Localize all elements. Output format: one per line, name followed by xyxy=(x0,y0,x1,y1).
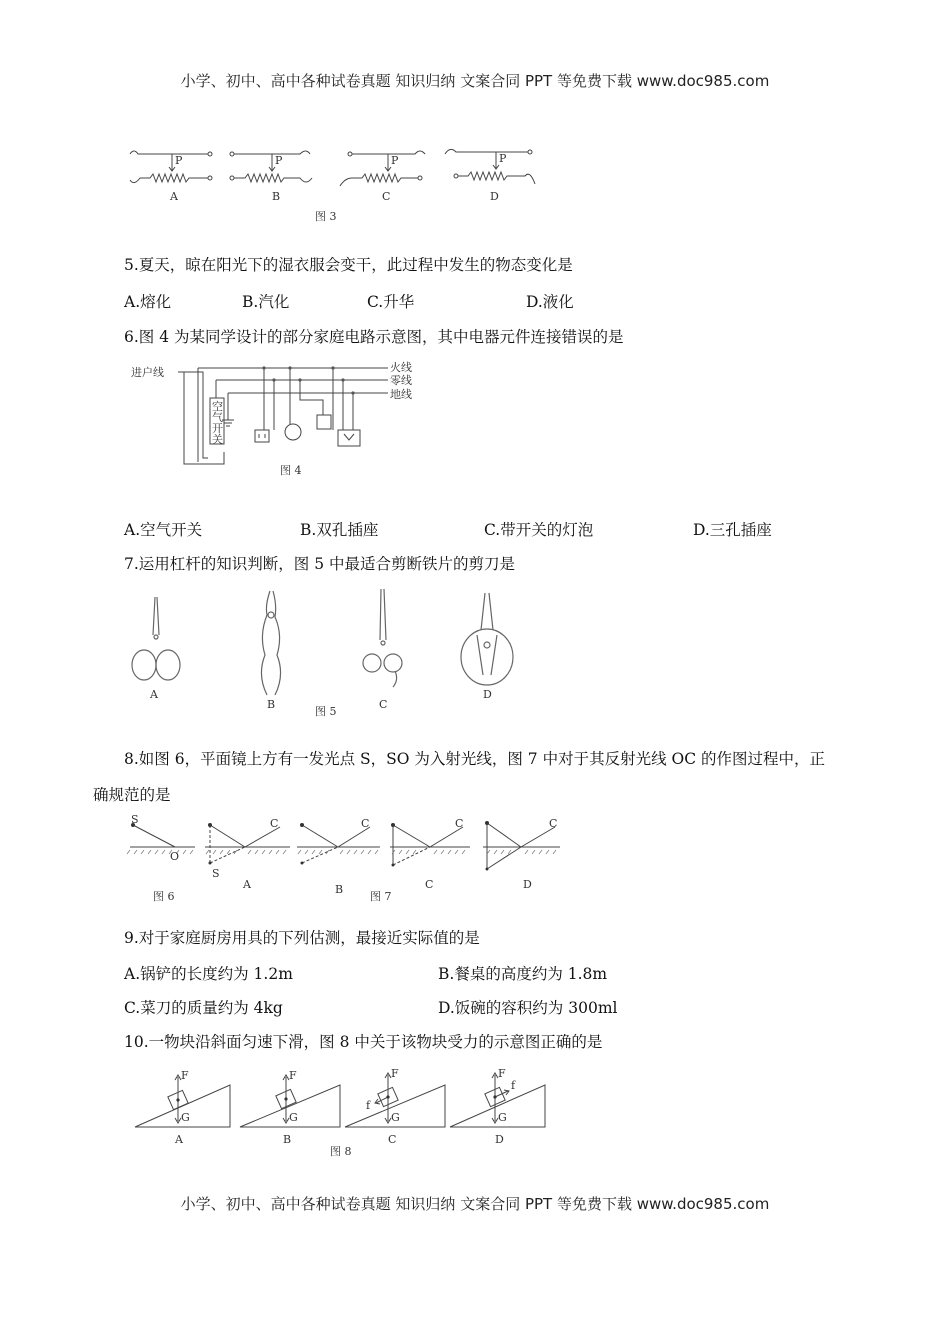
fig4-neutral-label: 零线 xyxy=(390,374,412,387)
fig8c-friction-label: f xyxy=(366,1099,371,1112)
fig5-scissors-a xyxy=(132,597,180,680)
fig7d-c-label: C xyxy=(549,817,558,830)
q9-option-c: C.菜刀的质量约为 4kg xyxy=(124,999,283,1017)
fig7-label-c: C xyxy=(425,878,434,891)
fig4-ground-label: 地线 xyxy=(390,388,412,401)
q6-option-a: A.空气开关 xyxy=(124,521,203,539)
fig8-label-d: D xyxy=(495,1133,504,1146)
fig6-caption: 图 6 xyxy=(153,890,175,903)
figure-8 xyxy=(130,1065,550,1160)
fig8-label-a: A xyxy=(175,1133,183,1146)
q9-stem: 9.对于家庭厨房用具的下列估测，最接近实际值的是 xyxy=(124,929,480,947)
q9-option-d: D.饭碗的容积约为 300ml xyxy=(438,999,618,1017)
fig8-label-c: C xyxy=(388,1133,397,1146)
figure-5 xyxy=(125,585,545,720)
q6-option-c: C.带开关的灯泡 xyxy=(484,521,594,539)
fig3-pointer-a: P xyxy=(175,154,183,167)
fig5-label-b: B xyxy=(267,698,276,711)
fig8d-friction-label: f xyxy=(511,1079,516,1092)
fig4-live-label: 火线 xyxy=(390,361,412,374)
fig6-o-label: O xyxy=(170,850,180,863)
q6-option-b: B.双孔插座 xyxy=(300,521,379,539)
page-footer: 小学、初中、高中各种试卷真题 知识归纳 文案合同 PPT 等免费下载 www.doc985.com xyxy=(180,1195,770,1213)
fig8c-g-label: G xyxy=(391,1111,400,1124)
fig5-label-c: C xyxy=(379,698,388,711)
q5-option-b: B.汽化 xyxy=(242,293,290,311)
fig5-scissors-c xyxy=(363,589,402,687)
q9-option-a: A.锅铲的长度约为 1.2m xyxy=(124,965,293,983)
fig5-scissors-d xyxy=(461,593,513,685)
fig3-caption: 图 3 xyxy=(315,210,337,223)
fig3-pointer-c: P xyxy=(391,154,399,167)
fig4-switch-char-2: 气 xyxy=(212,411,223,424)
fig5-caption: 图 5 xyxy=(315,705,337,718)
fig7c-c-label: C xyxy=(455,817,464,830)
fig4-entry-label: 进户线 xyxy=(131,366,164,379)
fig7a-c-label: C xyxy=(270,817,279,830)
fig5-scissors-b xyxy=(261,591,280,695)
q5-option-a: A.熔化 xyxy=(124,293,172,311)
fig4-switch-char-4: 关 xyxy=(212,433,223,446)
fig8-caption: 图 8 xyxy=(330,1145,352,1158)
fig7a-s-image-label: S xyxy=(212,867,220,880)
fig7-caption: 图 7 xyxy=(370,890,392,903)
fig4-switch-char-1: 空 xyxy=(212,400,223,413)
fig8b-f-label: F xyxy=(289,1069,297,1082)
fig8c-f-label: F xyxy=(391,1067,399,1080)
fig5-label-d: D xyxy=(483,688,492,701)
fig8-label-b: B xyxy=(283,1133,292,1146)
page-header: 小学、初中、高中各种试卷真题 知识归纳 文案合同 PPT 等免费下载 www.doc985.com xyxy=(180,72,770,90)
fig3-item-b xyxy=(230,151,312,182)
fig3-label-d: D xyxy=(490,190,499,203)
fig8a-f-label: F xyxy=(181,1069,189,1082)
figure-6-7 xyxy=(125,815,565,905)
fig6-s-label: S xyxy=(131,813,139,826)
q5-option-d: D.液化 xyxy=(526,293,574,311)
fig7-label-d: D xyxy=(523,878,532,891)
fig3-label-b: B xyxy=(272,190,281,203)
q5-stem: 5.夏天，晾在阳光下的湿衣服会变干，此过程中发生的物态变化是 xyxy=(124,256,573,274)
fig4-caption: 图 4 xyxy=(280,464,302,477)
fig8b-g-label: G xyxy=(289,1111,298,1124)
figure-3 xyxy=(120,140,560,230)
q7-stem: 7.运用杠杆的知识判断，图 5 中最适合剪断铁片的剪刀是 xyxy=(124,555,516,573)
q8-stem-line2: 确规范的是 xyxy=(93,786,171,804)
q9-option-b: B.餐桌的高度约为 1.8m xyxy=(438,965,608,983)
figure-4 xyxy=(128,360,418,485)
q10-stem: 10.一物块沿斜面匀速下滑，图 8 中关于该物块受力的示意图正确的是 xyxy=(124,1033,603,1051)
fig7b-c-label: C xyxy=(361,817,370,830)
fig8d-g-label: G xyxy=(498,1111,507,1124)
q5-option-c: C.升华 xyxy=(367,293,415,311)
fig3-pointer-d: P xyxy=(499,152,507,165)
fig5-label-a: A xyxy=(150,688,158,701)
fig3-item-c xyxy=(340,151,425,186)
fig4-switch-char-3: 开 xyxy=(212,422,223,435)
fig8d-f-label: F xyxy=(498,1067,506,1080)
fig3-label-a: A xyxy=(170,190,178,203)
fig7-label-a: A xyxy=(243,878,251,891)
q6-option-d: D.三孔插座 xyxy=(693,521,772,539)
fig3-pointer-b: P xyxy=(275,154,283,167)
fig3-item-a xyxy=(130,151,212,183)
q8-stem-line1: 8.如图 6，平面镜上方有一发光点 S，SO 为入射光线，图 7 中对于其反射光线 OC 的作图过程中，正 xyxy=(124,750,826,768)
q6-stem: 6.图 4 为某同学设计的部分家庭电路示意图，其中电器元件连接错误的是 xyxy=(124,328,624,346)
fig3-label-c: C xyxy=(382,190,391,203)
fig3-item-d xyxy=(445,149,535,184)
fig7-label-b: B xyxy=(335,883,344,896)
fig8a-g-label: G xyxy=(181,1111,190,1124)
